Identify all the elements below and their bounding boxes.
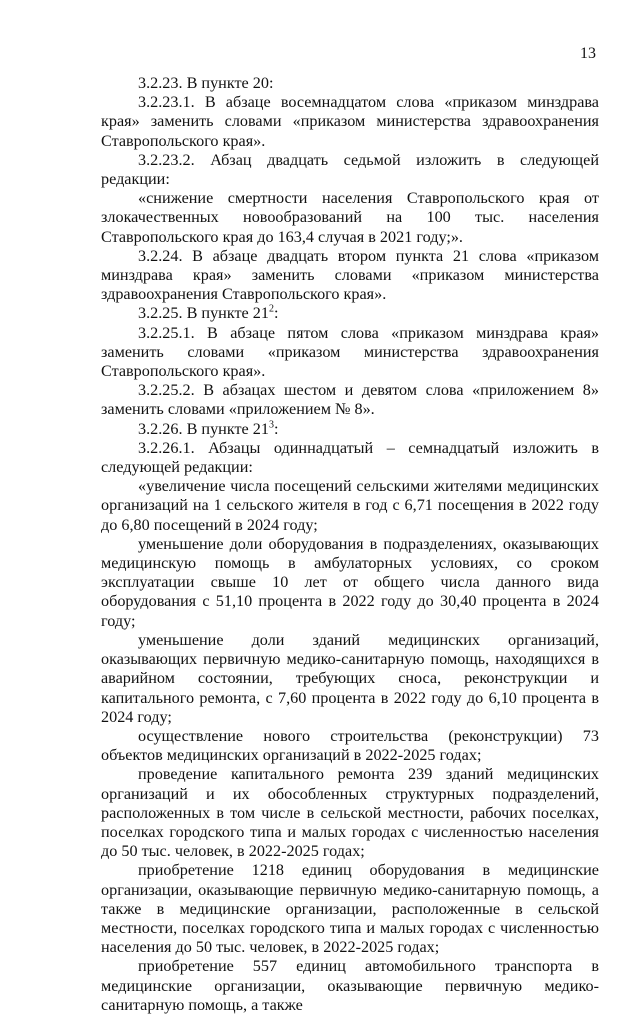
paragraph-3-2-24: 3.2.24. В абзаце двадцать втором пункта 21 слова «приказом минздрава края» заменить словами «приказом министерства здравоохранения Ставропольского края». — [101, 246, 599, 304]
paragraph-3-2-26-1: 3.2.26.1. Абзацы одиннадцатый – семнадцатый изложить в следующей редакции: — [101, 438, 599, 477]
paragraph-3-2-26-superscript: 3 — [268, 419, 274, 431]
paragraph-rural-visits: «увеличение числа посещений сельскими жителями медицинских организаций на 1 сельского жителя в год с 6,71 посещения в 2022 году до 6,80 посещений в 2024 году; — [101, 477, 599, 534]
paragraph-equipment-purchase: приобретение 1218 единиц оборудования в медицинские организации, оказывающие первичную медико-санитарную помощь, а также в медицинские организации, расположенные в сельской местности, поселках городского типа и малых городах с численностью населения до 50 тыс. человек, в 2022-2025 годах; — [101, 861, 599, 957]
paragraph-buildings-share: уменьшение доли зданий медицинских организаций, оказывающих первичную медико-санитарную помощь, находящихся в аварийном состоянии, требующих сноса, реконструкции и капитального ремонта, с 7,60 процента в 2022 году до 6,10 процента в 2024 году; — [101, 630, 599, 726]
page-number: 13 — [580, 45, 596, 62]
paragraph-capital-repair: проведение капитального ремонта 239 зданий медицинских организаций и их обособленных структурных подразделений, расположенных в том числе в сельской местности, рабочих поселках, поселках городского типа и малых городах с численностью населения до 50 тыс. человек, в 2022-2025 годах; — [101, 765, 599, 861]
paragraph-3-2-25-colon: : — [273, 304, 279, 323]
paragraph-vehicle-purchase: приобретение 557 единиц автомобильного транспорта в медицинские организации, оказывающие первичную медико-санитарную помощь, а также — [101, 957, 599, 1014]
paragraph-3-2-23-1: 3.2.23.1. В абзаце восемнадцатом слова «приказом минздрава края» заменить словами «приказом министерства здравоохранения Ставропольского края». — [101, 93, 599, 150]
paragraph-3-2-26-colon: : — [273, 419, 279, 438]
paragraph-equipment-share: уменьшение доли оборудования в подразделениях, оказывающих медицинскую помощь в амбулаторных условиях, со сроком эксплуатации свыше 10 лет от общего числа данного вида оборудования с 51,10 процента в 2022 году до 30,40 процента в 2024 году; — [101, 534, 599, 630]
paragraph-3-2-25-2: 3.2.25.2. В абзацах шестом и девятом слова «приложением 8» заменить словами «приложением № 8». — [101, 381, 599, 419]
paragraph-3-2-23: 3.2.23. В пункте 20: — [138, 74, 274, 92]
paragraph-3-2-25 — [101, 304, 599, 323]
paragraph-new-construction: осуществление нового строительства (реконструкции) 73 объектов медицинских организаций в 2022-2025 годах; — [101, 726, 599, 765]
paragraph-3-2-26-text: 3.2.26. В пункте 21 — [138, 419, 269, 438]
paragraph-3-2-25-text: 3.2.25. В пункте 21 — [138, 304, 269, 323]
document-body — [101, 74, 599, 1015]
paragraph-3-2-23-2: 3.2.23.2. Абзац двадцать седьмой изложить в следующей редакции: — [101, 150, 599, 189]
paragraph-quote-mortality: «снижение смертности населения Ставропольского края от злокачественных новообразований на 100 тыс. населения Ставропольского края до 163,4 случая в 2021 году;». — [101, 189, 599, 246]
paragraph-3-2-25-superscript: 2 — [268, 304, 274, 316]
paragraph-3-2-26 — [101, 420, 599, 439]
paragraph-3-2-25-1: 3.2.25.1. В абзаце пятом слова «приказом минздрава края» заменить словами «приказом министерства здравоохранения Ставропольского края». — [101, 323, 599, 381]
